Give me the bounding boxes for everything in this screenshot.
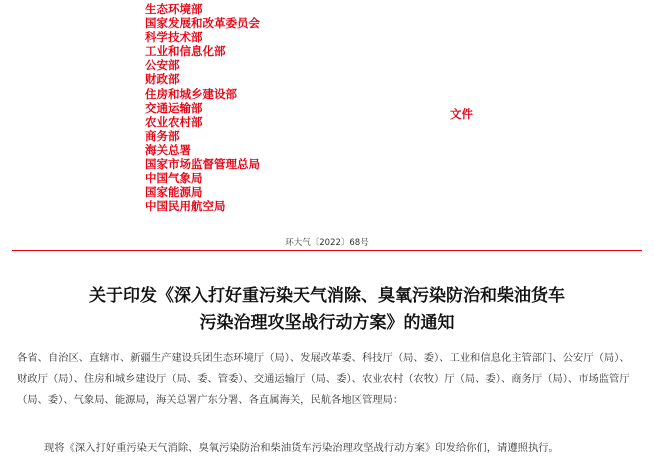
- issuer-name: 中国气象局: [145, 171, 203, 186]
- issuer-name: 交通运输部: [145, 100, 203, 115]
- issuer-name: 公安部: [145, 58, 180, 73]
- notice-paragraph: 现将《深入打好重污染天气消除、臭氧污染防治和柴油货车污染治理攻坚战行动方案》印发给你们，请遵照执行。: [44, 442, 559, 454]
- issuer-name: 海关总署: [145, 142, 191, 157]
- issuer-name: 国家能源局: [145, 185, 203, 200]
- red-divider-line: [12, 250, 642, 251]
- document-header-wenjian: 文件: [450, 107, 473, 121]
- issuer-name: 科学技术部: [145, 30, 203, 45]
- issuer-name: 财政部: [145, 72, 180, 87]
- issuer-name: 住房和城乡建设部: [145, 86, 237, 101]
- issuer-name: 商务部: [145, 128, 180, 143]
- addressees-paragraph: 各省、自治区、直辖市、新疆生产建设兵团生态环境厅（局）、发展改革委、科技厅（局、委）、工业和信息化主管部门、公安厅（局）、财政厅（局）、住房和城乡建设厅（局、委、管委）、交通运输厅（局、委）、农业农村（农牧）厅（局、委）、商务厅（局）、市场监管厅（局、委）、气象局、能源局，海关总署广东分署、各直属海关，民航各地区管理局：: [17, 352, 630, 406]
- issuer-name: 工业和信息化部: [145, 44, 226, 59]
- issuer-name: 国家市场监督管理总局: [145, 157, 260, 172]
- issuing-departments-list: [145, 2, 260, 213]
- document-title-line-2: 污染治理攻坚战行动方案》的通知: [199, 313, 455, 333]
- issuer-name: 中国民用航空局: [145, 199, 226, 214]
- issuer-name: 国家发展和改革委员会: [145, 16, 260, 31]
- issuer-name: 农业农村部: [145, 114, 203, 129]
- document-number: 环大气〔2022〕68号: [285, 238, 369, 248]
- document-title-line-1: 关于印发《深入打好重污染天气消除、臭氧污染防治和柴油货车: [89, 286, 565, 306]
- issuer-name: 生态环境部: [145, 2, 203, 16]
